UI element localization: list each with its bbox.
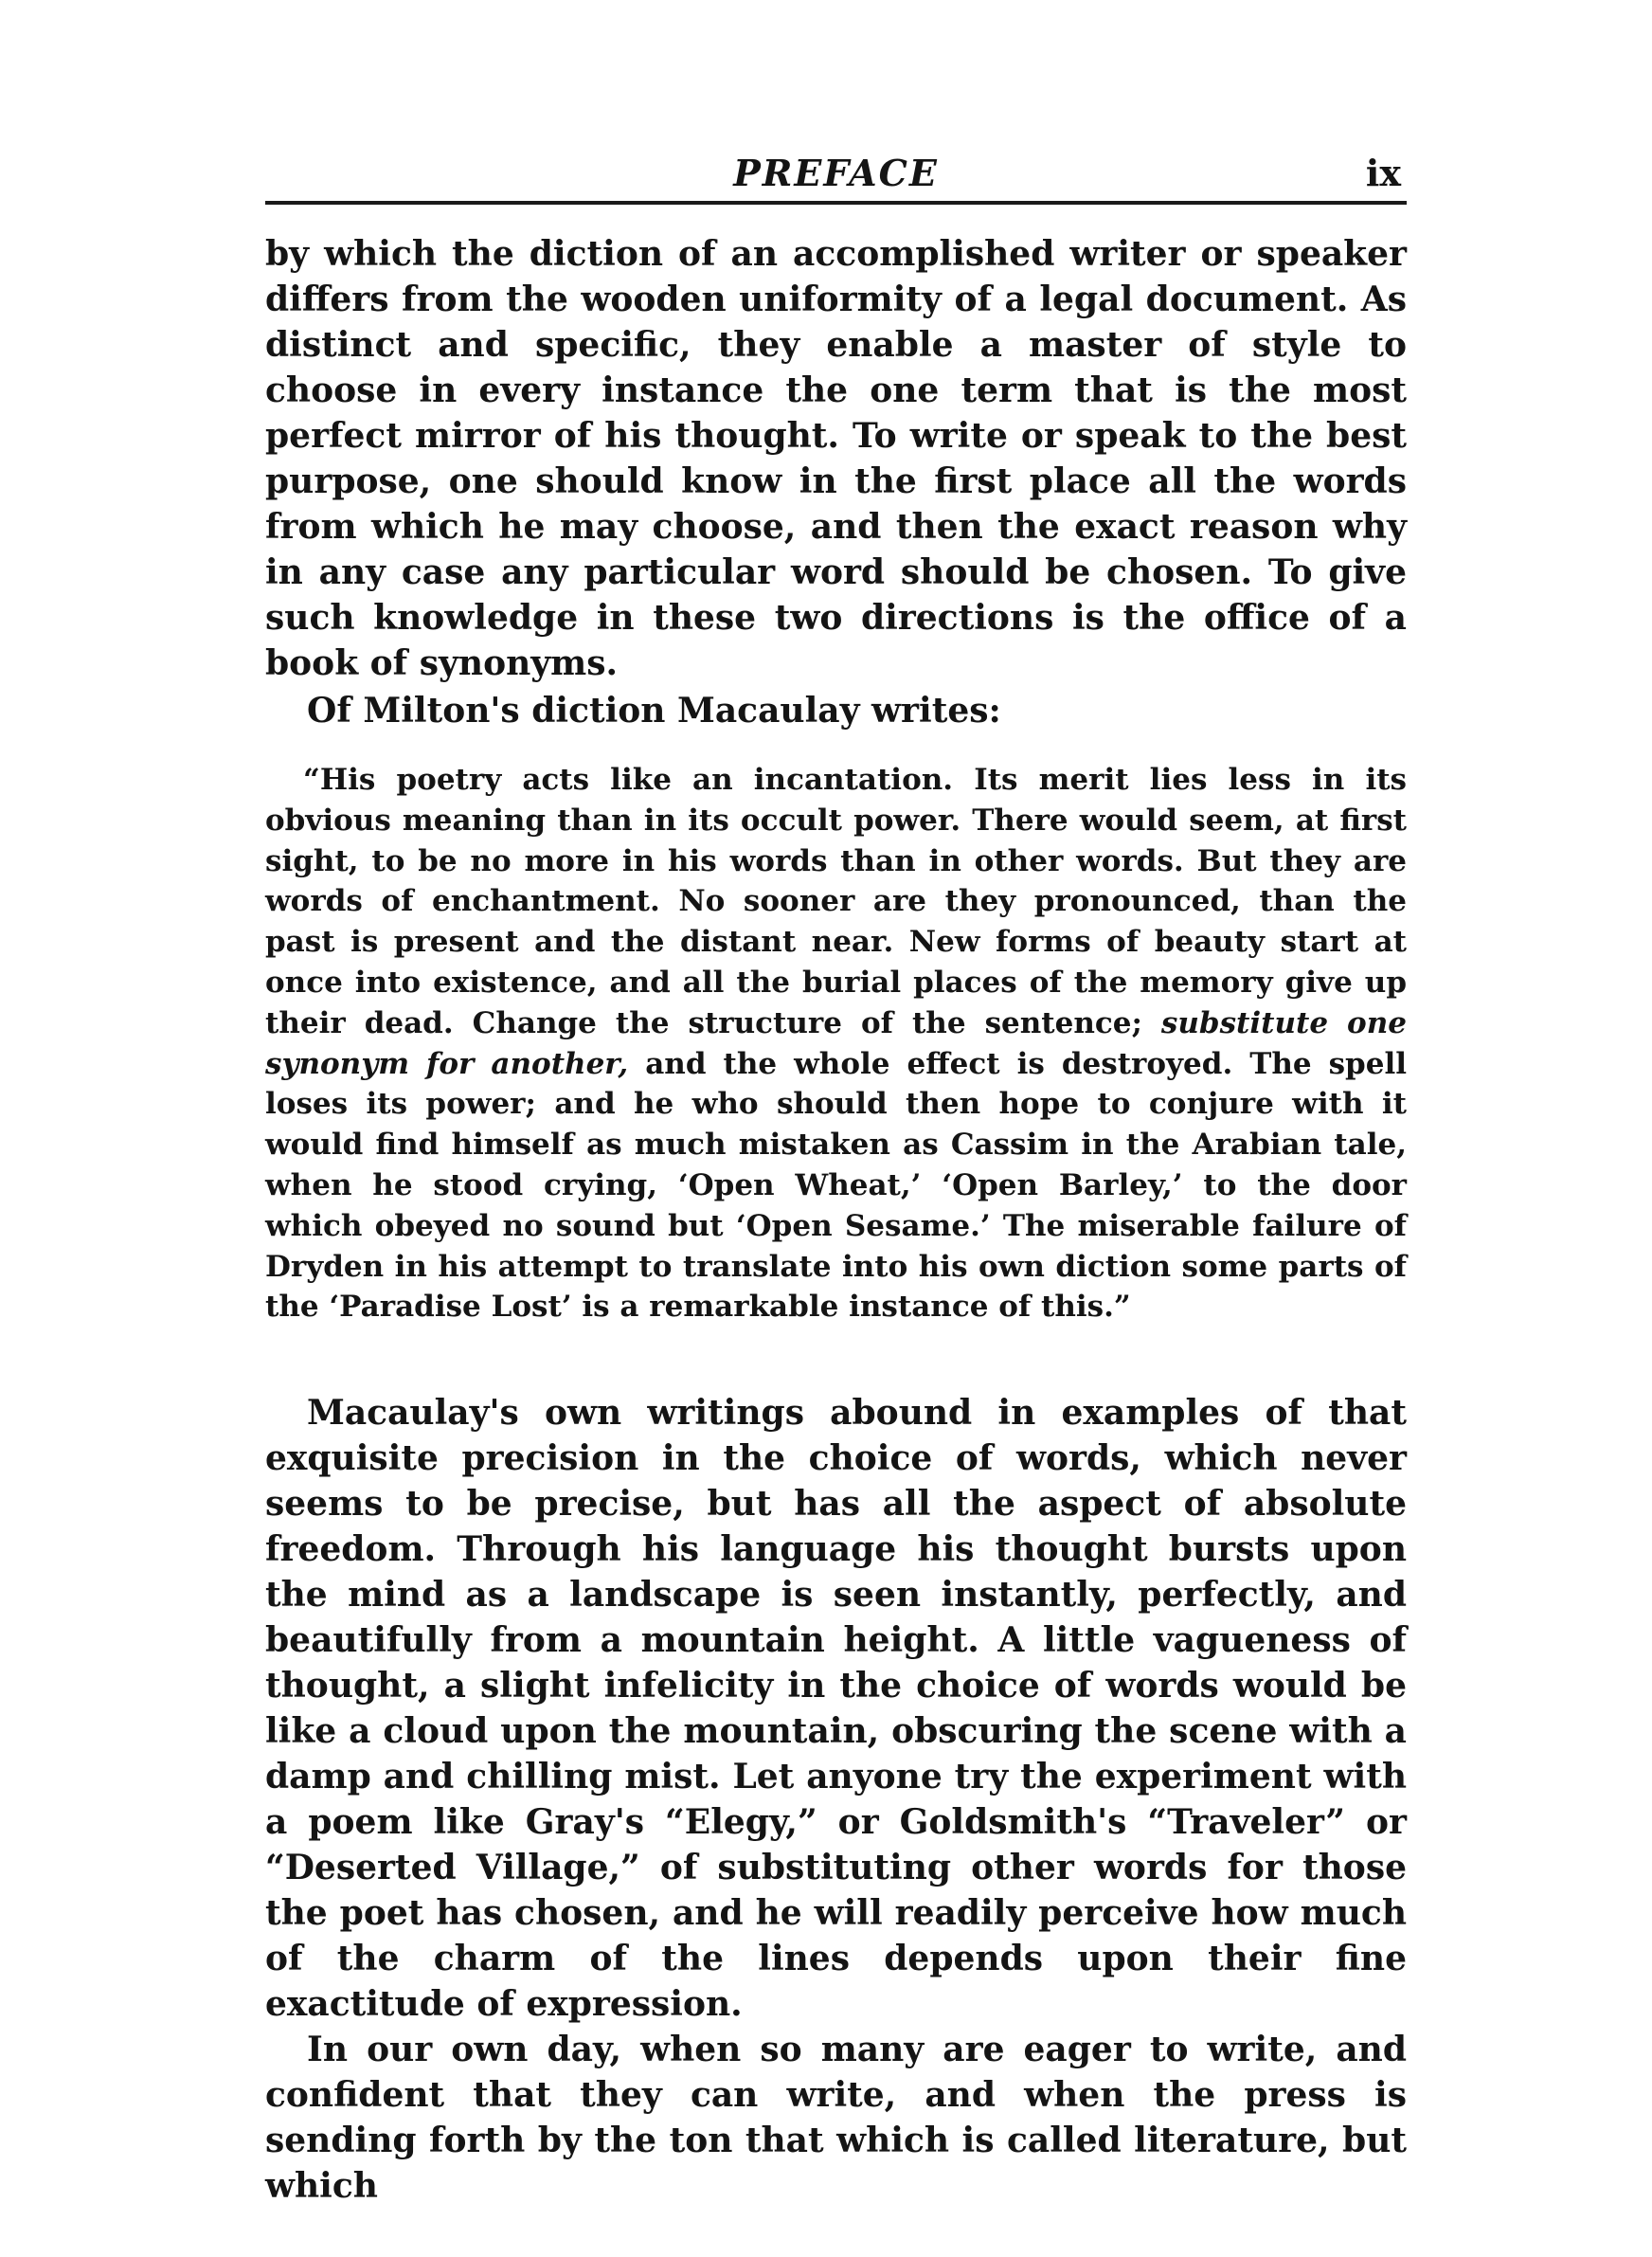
running-header	[265, 142, 1407, 205]
paragraph-continued: by which the diction of an accomplished writer or speaker differs from the wooden uniformity of a legal document. As distinct and specific, they enable a master of style to choose in every instance the one term that is the most perfect mirror of his thought. To write or speak to the best purpose, one should know in the first place all the words from which he may choose, and then the exact reason why in any case any particular word should be chosen. To give such knowledge in these two directions is the office of a book of synonyms.	[265, 234, 1407, 683]
running-title: PREFACE	[733, 152, 939, 194]
body-text	[265, 231, 1407, 2209]
book-page	[265, 142, 1407, 2209]
paragraph-our-day: In our own day, when so many are eager to write, and confident that they can write, and when the press is sending forth by the ton that which is called literature, but which	[265, 2030, 1407, 2207]
quote-text-part-1: “His poetry acts like an incantation. Its merit lies less in its obvious meaning than in its occult power. There would seem, at first sight, to be no more in his words than in other words. But they are words of enchantment. No sooner are they pronounced, than the past is present and the distant near. New forms of beauty start at once into existence, and all the burial places of the memory give up their dead. Change the structure of the sentence;	[265, 763, 1407, 1040]
quote-text-part-2: and the whole effect is destroyed. The spell loses its power; and he who should then hope to conjure with it would find himself as much mistaken as Cassim in the Arabian tale, when he stood crying, ‘Open Wheat,’ ‘Open Barley,’ to the door which obeyed no sound but ‘Open Sesame.’ The miserable failure of Dryden in his attempt to translate into his own diction some parts of the ‘Paradise Lost’ is a remarkable instance of this.”	[265, 1046, 1408, 1325]
paragraph-macaulay: Macaulay's own writings abound in examples of that exquisite precision in the choice of words, which never seems to be precise, but has all the aspect of absolute freedom. Through his language his thought bursts upon the mind as a landscape is seen instantly, perfectly, and beautifully from a mountain height. A little vagueness of thought, a slight infelicity in the choice of words would be like a cloud upon the mountain, obscuring the scene with a damp and chilling mist. Let anyone try the experiment with a poem like Gray's “Elegy,” or Goldsmith's “Traveler” or “Deserted Village,” of substituting other words for those the poet has chosen, and he will readily perceive how much of the charm of the lines depends upon their fine exactitude of expression.	[265, 1393, 1407, 2025]
block-quote	[265, 760, 1407, 1327]
quote-lead-in: Of Milton's diction Macaulay writes:	[307, 691, 1001, 731]
quote-emphasis: substitute one synonym for another,	[265, 1005, 1407, 1081]
page-number: ix	[1365, 152, 1401, 194]
